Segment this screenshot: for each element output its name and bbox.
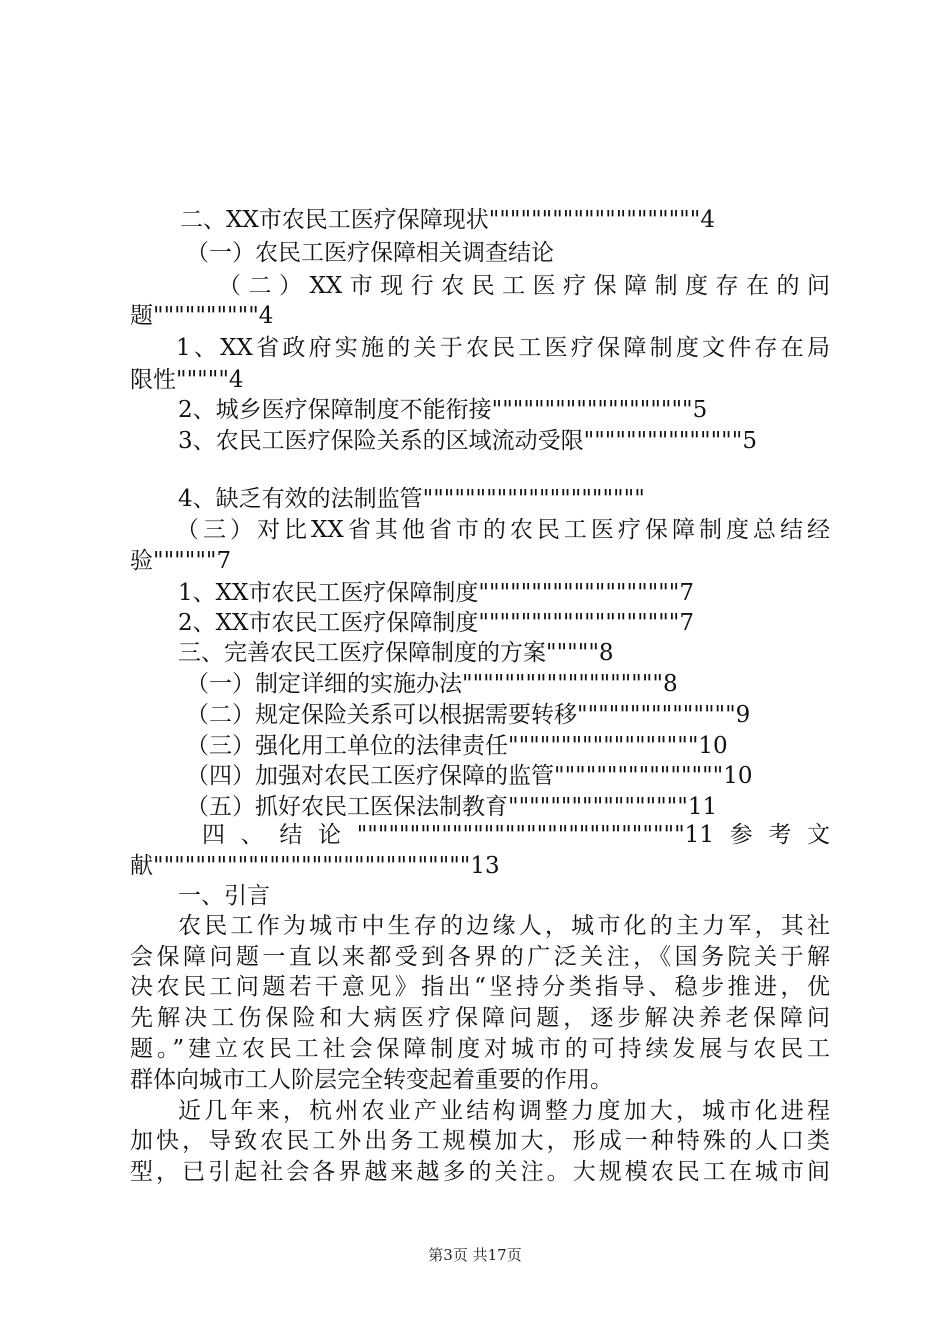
toc-line: 二、XX市农民工医疗保障现状""""""""""""""""""""4 [180,207,715,233]
toc-line: 限性"""""4 [130,367,244,393]
body-line: 决农民工问题若干意见》指出“坚持分类指导、稳步推进，优 [130,974,830,1000]
toc-line: 1、XX市农民工医疗保障制度"""""""""""""""""""7 [178,580,695,606]
section-heading: 一、引言 [178,883,270,909]
body-line: 加快，导致农民工外出务工规模加大，形成一种特殊的人口类 [130,1128,830,1154]
toc-line: （一）制定详细的实施办法"""""""""""""""""""8 [186,671,678,697]
toc-line: （二）XX市现行农民工医疗保障制度存在的问 [218,273,830,299]
toc-line: 三、完善农民工医疗保障制度的方案"""""8 [178,640,614,666]
body-line: 近几年来，杭州农业产业结构调整力度加大，城市化进程 [178,1098,830,1124]
toc-line: 四、结论"""""""""""""""""""""""""""""""11参考文 [202,822,830,848]
toc-line: （三）对比XX省其他省市的农民工医疗保障制度总结经 [176,517,830,543]
toc-line: （四）加强对农民工医疗保障的监管""""""""""""""""10 [186,763,753,789]
toc-line: 2、城乡医疗保障制度不能衔接"""""""""""""""""""5 [178,397,708,423]
body-line: 农民工作为城市中生存的边缘人，城市化的主力军，其社 [178,913,830,939]
body-line: 群体向城市工人阶层完全转变起着重要的作用。 [130,1067,613,1093]
body-line: 先解决工伤保险和大病医疗保障问题，逐步解决养老保障问 [130,1005,830,1031]
toc-line: 验""""""7 [130,548,232,574]
toc-line: 题""""""""""4 [130,303,274,329]
toc-line: 2、XX市农民工医疗保障制度"""""""""""""""""""7 [178,610,695,636]
toc-line: 3、农民工医疗保险关系的区域流动受限"""""""""""""""5 [178,428,757,454]
body-line: 型，已引起社会各界越来越多的关注。大规模农民工在城市间 [130,1159,830,1185]
toc-line: （一）农民工医疗保障相关调查结论 [186,240,554,266]
page-number: 第3页 共17页 [428,1246,522,1264]
toc-line: 4、缺乏有效的法制监管""""""""""""""""""""" [178,486,645,512]
toc-line: （五）抓好农民工医保法制教育"""""""""""""""""11 [186,794,718,820]
toc-line: （二）规定保险关系可以根据需要转移"""""""""""""""9 [186,702,751,728]
toc-line: 献""""""""""""""""""""""""""""""13 [130,853,500,879]
body-line: 会保障问题一直以来都受到各界的广泛关注，《国务院关于解 [130,944,830,970]
body-line: 题。”建立农民工社会保障制度对城市的可持续发展与农民工 [130,1036,830,1062]
toc-line: （三）强化用工单位的法律责任""""""""""""""""""10 [186,733,728,759]
toc-line: 1、XX省政府实施的关于农民工医疗保障制度文件存在局 [176,335,830,361]
